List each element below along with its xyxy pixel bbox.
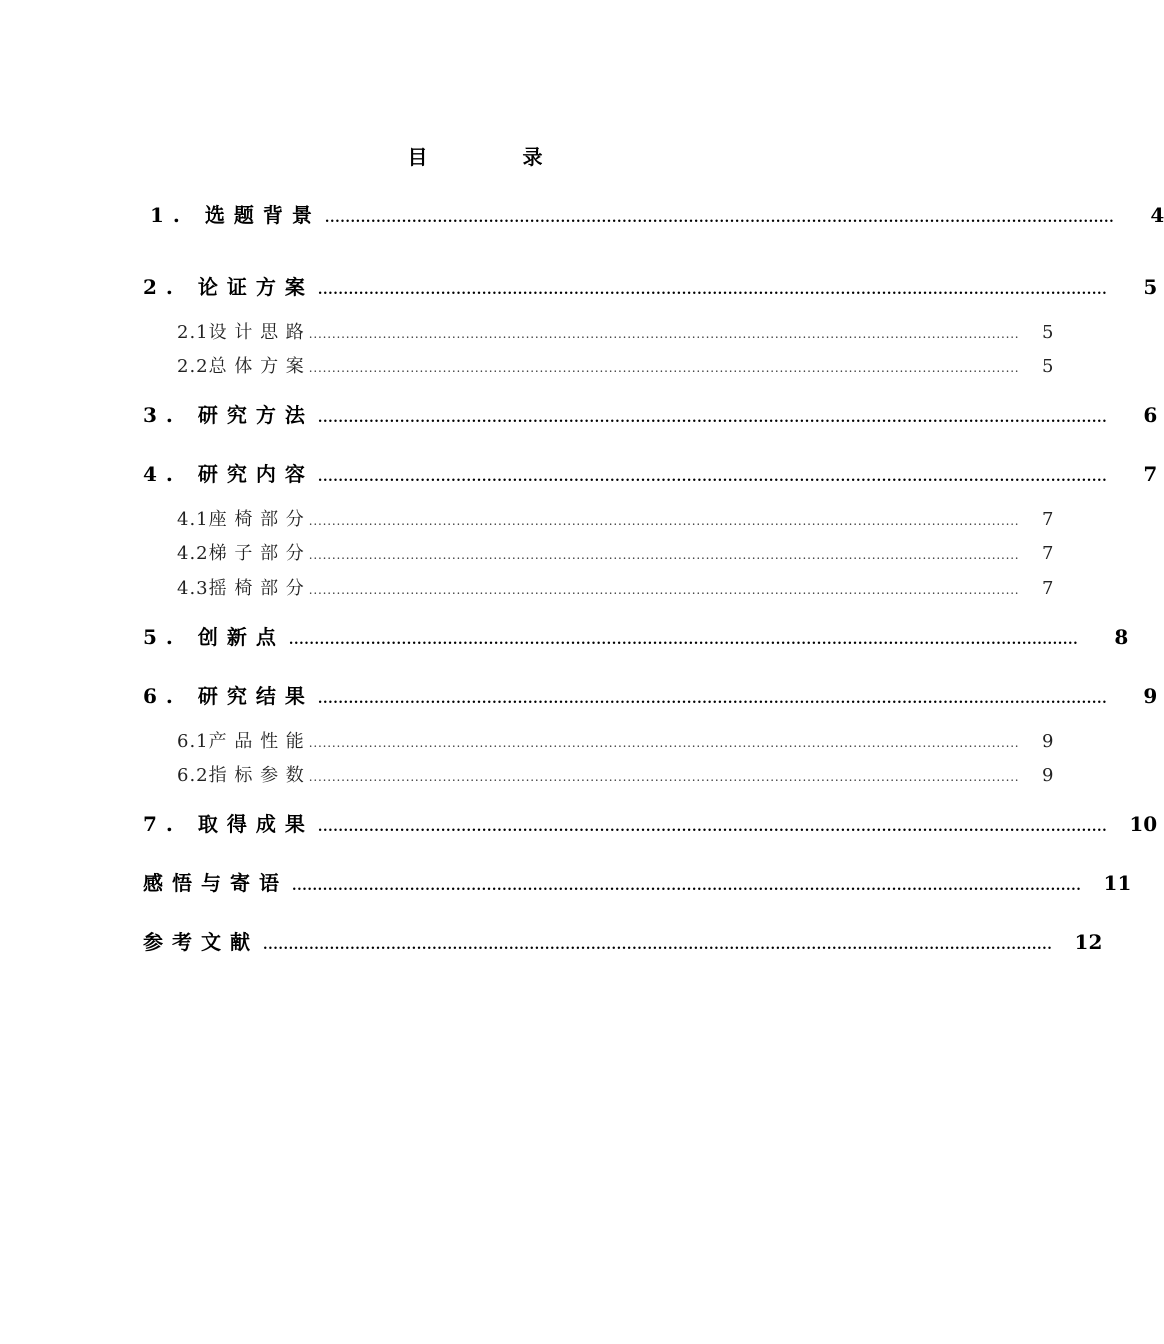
toc-entry-label: 6.1产 品 性 能 [177,731,305,752]
toc-entry-achievements[interactable] [143,809,1158,843]
toc-entry-selection-background[interactable] [150,200,1164,234]
toc-entry-index-parameters[interactable] [177,763,1054,790]
toc-page-number: 7 [1041,578,1054,599]
toc-page-number: 9 [1143,684,1158,708]
toc-entry-ladder-part[interactable] [177,541,1054,568]
toc-leader-dots: .......................................................................................................................................................... [308,514,1020,528]
toc-entry-research-method[interactable] [143,400,1158,434]
toc-entry-references[interactable] [143,927,1103,961]
toc-leader-dots: .......................................................................................................................................................... [308,361,1020,375]
toc-leader-dots: .......................................................................................................................................................... [324,211,1115,226]
toc-entry-label: 1. 选题背景 [150,203,321,227]
toc-leader-dots: .......................................................................................................................................................... [263,938,1053,953]
toc-page-number: 5 [1041,322,1054,343]
toc-leader-dots: .......................................................................................................................................................... [308,583,1020,597]
toc-page-number: 7 [1041,543,1054,564]
toc-leader-dots: .......................................................................................................................................................... [317,470,1108,485]
toc-entry-label: 5. 创新点 [143,625,285,649]
toc-page-number: 8 [1114,625,1129,649]
toc-leader-dots: .......................................................................................................................................................... [317,283,1108,298]
toc-entry-label: 6. 研究结果 [143,684,314,708]
toc-entry-label: 2.2总 体 方 案 [177,356,305,377]
toc-page-number: 9 [1041,765,1054,786]
toc-entry-label: 3. 研究方法 [143,403,314,427]
toc-entry-label: 感悟与寄语 [143,871,288,895]
toc-entry-reflections[interactable] [143,868,1132,902]
toc-leader-dots: .......................................................................................................................................................... [308,770,1020,784]
toc-leader-dots: .......................................................................................................................................................... [317,820,1108,835]
toc-entry-rocking-chair-part[interactable] [177,576,1054,603]
toc-entry-product-performance[interactable] [177,729,1054,756]
toc-entry-label: 4.1座 椅 部 分 [177,509,305,530]
toc-title: 目 录 [407,145,587,169]
toc-entry-research-results[interactable] [143,681,1158,715]
toc-page-number: 9 [1041,731,1054,752]
toc-page-number: 5 [1041,356,1054,377]
toc-leader-dots: .......................................................................................................................................................... [288,633,1079,648]
toc-page-number: 11 [1103,871,1132,895]
toc-leader-dots: .......................................................................................................................................................... [308,548,1020,562]
toc-entry-label: 4.2梯 子 部 分 [177,543,305,564]
toc-entry-label: 2. 论证方案 [143,275,314,299]
toc-page-number: 12 [1074,930,1103,954]
toc-entry-seat-part[interactable] [177,507,1054,534]
toc-entry-label: 参考文献 [143,930,259,954]
toc-leader-dots: .......................................................................................................................................................... [317,411,1108,426]
toc-entry-overall-plan[interactable] [177,354,1054,381]
toc-leader-dots: .......................................................................................................................................................... [317,692,1108,707]
toc-entry-label: 4.3摇 椅 部 分 [177,578,305,599]
toc-entry-design-idea[interactable] [177,320,1054,347]
toc-entry-argument-plan[interactable] [143,272,1158,306]
toc-entry-innovation[interactable] [143,622,1129,656]
toc-leader-dots: .......................................................................................................................................................... [308,736,1020,750]
toc-page-number: 4 [1150,203,1164,227]
toc-page-number: 7 [1041,509,1054,530]
toc-page-number: 5 [1143,275,1158,299]
toc-page-number: 10 [1129,812,1158,836]
toc-entry-label: 2.1设 计 思 路 [177,322,305,343]
toc-entry-label: 7. 取得成果 [143,812,314,836]
toc-leader-dots: .......................................................................................................................................................... [308,327,1020,341]
toc-entry-label: 4. 研究内容 [143,462,314,486]
toc-page-number: 6 [1143,403,1158,427]
toc-entry-research-content[interactable] [143,459,1158,493]
toc-leader-dots: .......................................................................................................................................................... [292,879,1082,894]
toc-page-number: 7 [1143,462,1158,486]
toc-entry-label: 6.2指 标 参 数 [177,765,305,786]
